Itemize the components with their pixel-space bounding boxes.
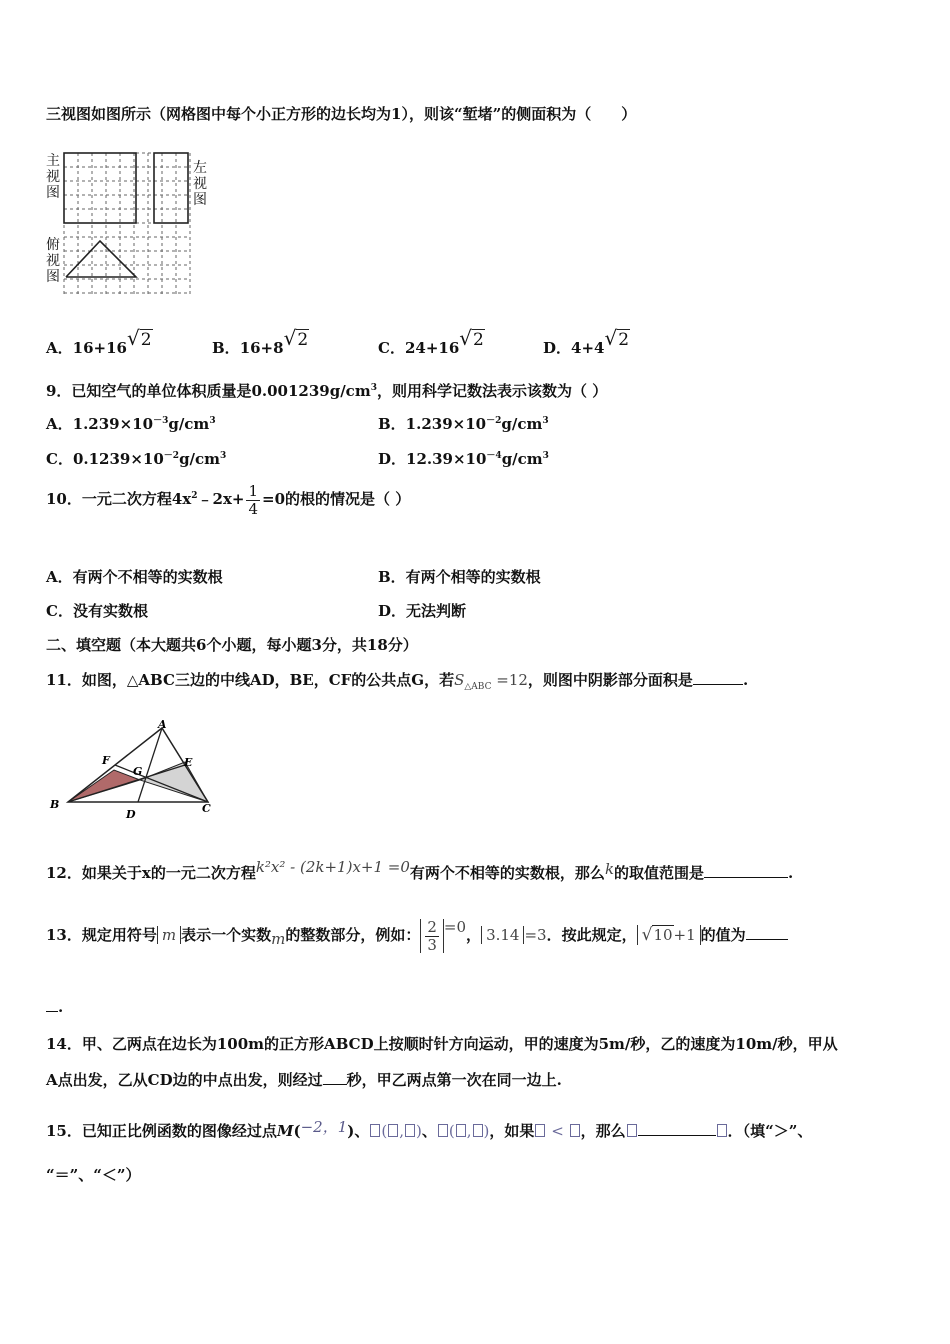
option-text: 24+16	[404, 339, 460, 357]
q10-option-d[interactable]: D．无法判断	[378, 602, 467, 620]
top-view-triangle	[66, 241, 136, 277]
q8-option-c[interactable]	[378, 326, 485, 358]
front-view-label: 主视图	[46, 153, 60, 201]
q12-stem: 12．如果关于x的一元二次方程k²x² - (2k+1)x+1 =0有两个不相等的实数根，那么k的取值范围是 .	[46, 858, 794, 882]
top-view-label: 俯视图	[46, 237, 60, 285]
left-view-rect	[154, 153, 188, 223]
sqrt-symbol: √2	[283, 326, 309, 350]
front-view-rect	[64, 153, 136, 223]
point-e-label: E	[184, 756, 193, 769]
sqrt-symbol: √2	[126, 326, 152, 350]
m-variable: m	[271, 930, 286, 948]
y2-glyph	[717, 1124, 727, 1137]
q15-line2: “＝”、“＜”）	[46, 1166, 141, 1184]
point-m-coords: −2，1	[300, 1118, 348, 1136]
condition-glyphs: <	[534, 1122, 580, 1140]
point-f-label: F	[102, 754, 110, 767]
point-a-label: A	[158, 720, 167, 731]
q13-continued: .	[46, 998, 63, 1016]
k-variable: k	[604, 860, 615, 878]
left-view-label: 左视图	[193, 160, 207, 208]
shaded-region-red	[68, 770, 140, 802]
q9-option-a[interactable]: A．$1.239\times 10^{-3}g/cm^3$	[46, 415, 216, 433]
q10-option-c[interactable]: C．没有实数根	[46, 602, 148, 620]
q13-stem: 13．规定用符号 m 表示一个实数m的整数部分，例如： $\frac{2}{3}$ =0， 3.14 =3．按此规定， √10+1 的值为	[46, 918, 788, 953]
q8-option-b[interactable]	[212, 326, 309, 358]
q8-option-a[interactable]	[46, 326, 153, 358]
point-b-label: B	[50, 798, 60, 811]
floor-bracket-m: m	[157, 926, 181, 944]
q8-stem: 三视图如图所示（网格图中每个小正方形的边长均为1），则该“堑堵”的侧面积为（ ）	[46, 105, 637, 123]
sqrt-symbol: √2	[459, 326, 484, 350]
option-letter: B．	[212, 339, 240, 357]
option-text: 16+16	[72, 339, 127, 357]
floor-bracket-two-thirds: $\frac{2}{3}$	[420, 919, 444, 953]
floor-bracket-pi: 3.14	[481, 926, 524, 944]
sqrt-symbol: √2	[604, 326, 630, 350]
q14-line1: 14．甲、乙两点在边长为100m的正方形ABCD上按顺时针方向运动，甲的速度为5m/秒，乙的速度为10m/秒，甲从	[46, 1035, 838, 1053]
point-g-label: G	[133, 765, 143, 778]
answer-blank[interactable]	[693, 672, 743, 685]
triangle-median-figure	[46, 720, 221, 825]
q10-stem: 10．一元二次方程$4x^2﹣2x+$ $\frac{1}{4}$ =0的根的情况是（ ）	[46, 482, 411, 518]
q11-stem: 11．如图，△ABC三边的中线AD，BE，CF的公共点G，若$S_{\triangle ABC} =12$，则图中阴影部分面积是 .	[46, 671, 749, 692]
option-letter: C．	[378, 339, 405, 357]
q15-stem: 15．已知正比例函数的图像经过点M(−2，1)、 ( , )、 ( , )，如果 < ，那么 ．（填“＞”、	[46, 1118, 813, 1140]
option-letter: D．	[543, 339, 572, 357]
q14-line2: A点出发，乙从CD边的中点出发，则经过 秒，甲乙两点第一次在同一边上.	[46, 1071, 562, 1089]
q9-option-d[interactable]: D．$12.39\times 10^{-4}g/cm^3$	[378, 450, 549, 468]
floor-bracket-sqrt10: √10+1	[637, 925, 701, 945]
q9-stem: 9．已知空气的单位体积质量是$0.001239g/cm^3$，则用科学记数法表示该数为（ ）	[46, 382, 608, 400]
q10-option-a[interactable]: A．有两个不相等的实数根	[46, 568, 223, 586]
q9-option-c[interactable]: C．$0.1239\times 10^{-2}g/cm^3$	[46, 450, 227, 468]
q8-option-d[interactable]	[543, 326, 630, 358]
answer-blank[interactable]	[704, 865, 788, 878]
point-d-label: D	[126, 808, 136, 821]
fraction-one-quarter: $\frac{1}{4}$	[248, 482, 259, 518]
q10-option-b[interactable]: B．有两个相等的实数根	[378, 568, 541, 586]
answer-blank[interactable]	[746, 927, 788, 940]
point-a-coords-glyphs: ( , )	[369, 1122, 422, 1140]
answer-blank-continued[interactable]	[46, 999, 58, 1012]
option-text: 4+4	[571, 339, 605, 357]
option-text: 16+8	[239, 339, 284, 357]
option-letter: A．	[46, 339, 73, 357]
point-c-label: C	[202, 802, 211, 815]
answer-blank[interactable]	[323, 1072, 347, 1085]
q9-option-b[interactable]: B．$1.239\times 10^{-2}g/cm^3$	[378, 415, 549, 433]
y1-glyph	[627, 1124, 637, 1137]
answer-blank[interactable]	[638, 1123, 716, 1136]
section-heading: 二、填空题（本大题共6个小题，每小题3分，共18分）	[46, 636, 418, 654]
quadratic-equation: k²x² - (2k+1)x+1 =0	[255, 858, 410, 876]
area-symbol: $S_{\triangle ABC} =12$	[454, 671, 528, 692]
point-b-coords-glyphs: ( , )	[437, 1122, 490, 1140]
